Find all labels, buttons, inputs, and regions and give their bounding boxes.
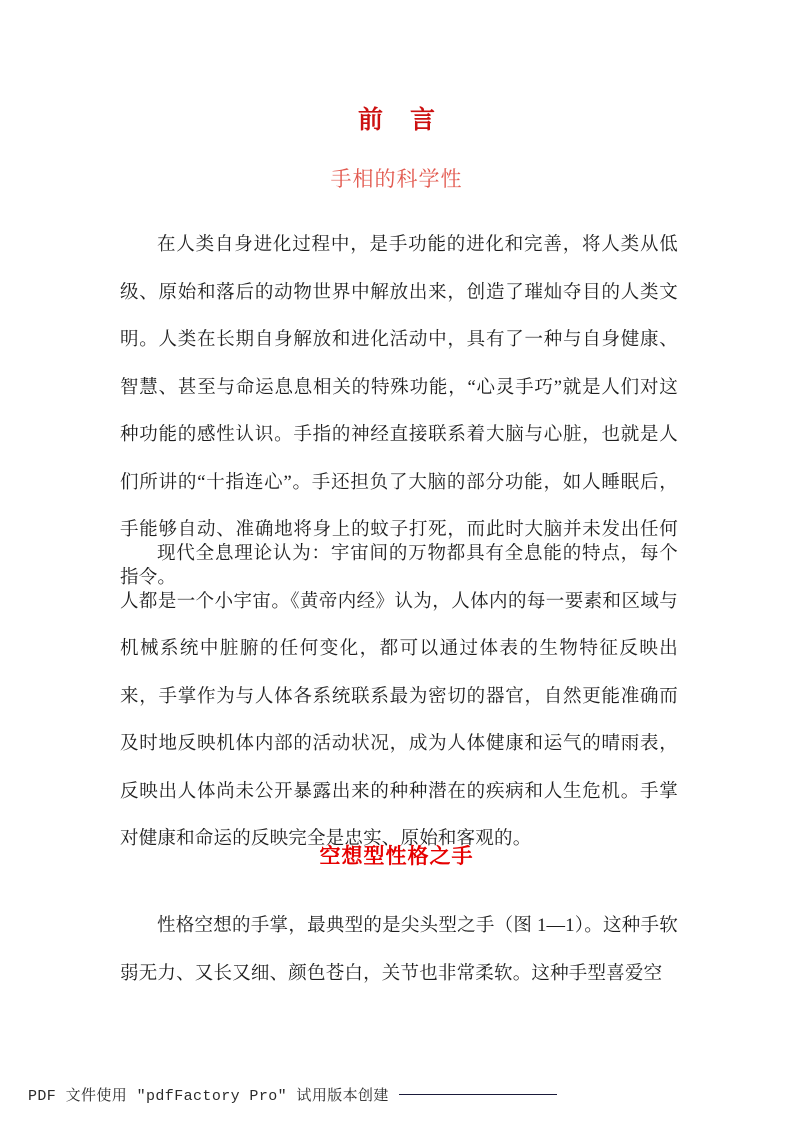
section-heading: 空想型性格之手	[319, 845, 474, 868]
paragraph-block-2	[120, 531, 678, 864]
paragraph-block-3	[120, 903, 678, 998]
paragraph-text: 在人类自身进化过程中，是手功能的进化和完善，将人类从低级、原始和落后的动物世界中解放出来，创造了璀灿夺目的人类文明。人类在长期自身解放和进化活动中，具有了一种与自身健康、智慧、甚至与命运息息相关的特殊功能，“心灵手巧”就是人们对这种功能的感性认识。手指的神经直接联系着大脑与心脏，也就是人们所讲的“十指连心”。手还担负了大脑的部分功能，如人睡眠后，手能够自动、准确地将身上的蚊子打死，而此时大脑并未发出任何指令。	[120, 235, 678, 588]
paragraph-text: 性格空想的手掌，最典型的是尖头型之手（图 1—1）。这种手软弱无力、又长又细、颜色苍白，关节也非常柔软。这种手型喜爱空	[120, 916, 678, 984]
page-footer	[28, 1084, 768, 1105]
footer-watermark-text: PDF 文件使用 "pdfFactory Pro" 试用版本创建	[28, 1088, 389, 1105]
page-title: 前 言	[358, 106, 445, 134]
paragraph-text: 现代全息理论认为：宇宙间的万物都具有全息能的特点，每个人都是一个小宇宙。《黄帝内经》认为，人体内的每一要素和区域与机械系统中脏腑的任何变化，都可以通过体表的生物特征反映出来，手掌作为与人体各系统联系最为密切的器官，自然更能准确而及时地反映机体内部的活动状况，成为人体健康和运气的晴雨表，反映出人体尚未公开暴露出来的种种潜在的疾病和人生危机。手掌对健康和命运的反映完全是忠实、原始和客观的。	[120, 544, 678, 849]
footer-divider-line	[399, 1094, 557, 1095]
document-subtitle: 手相的科学性	[330, 167, 463, 191]
